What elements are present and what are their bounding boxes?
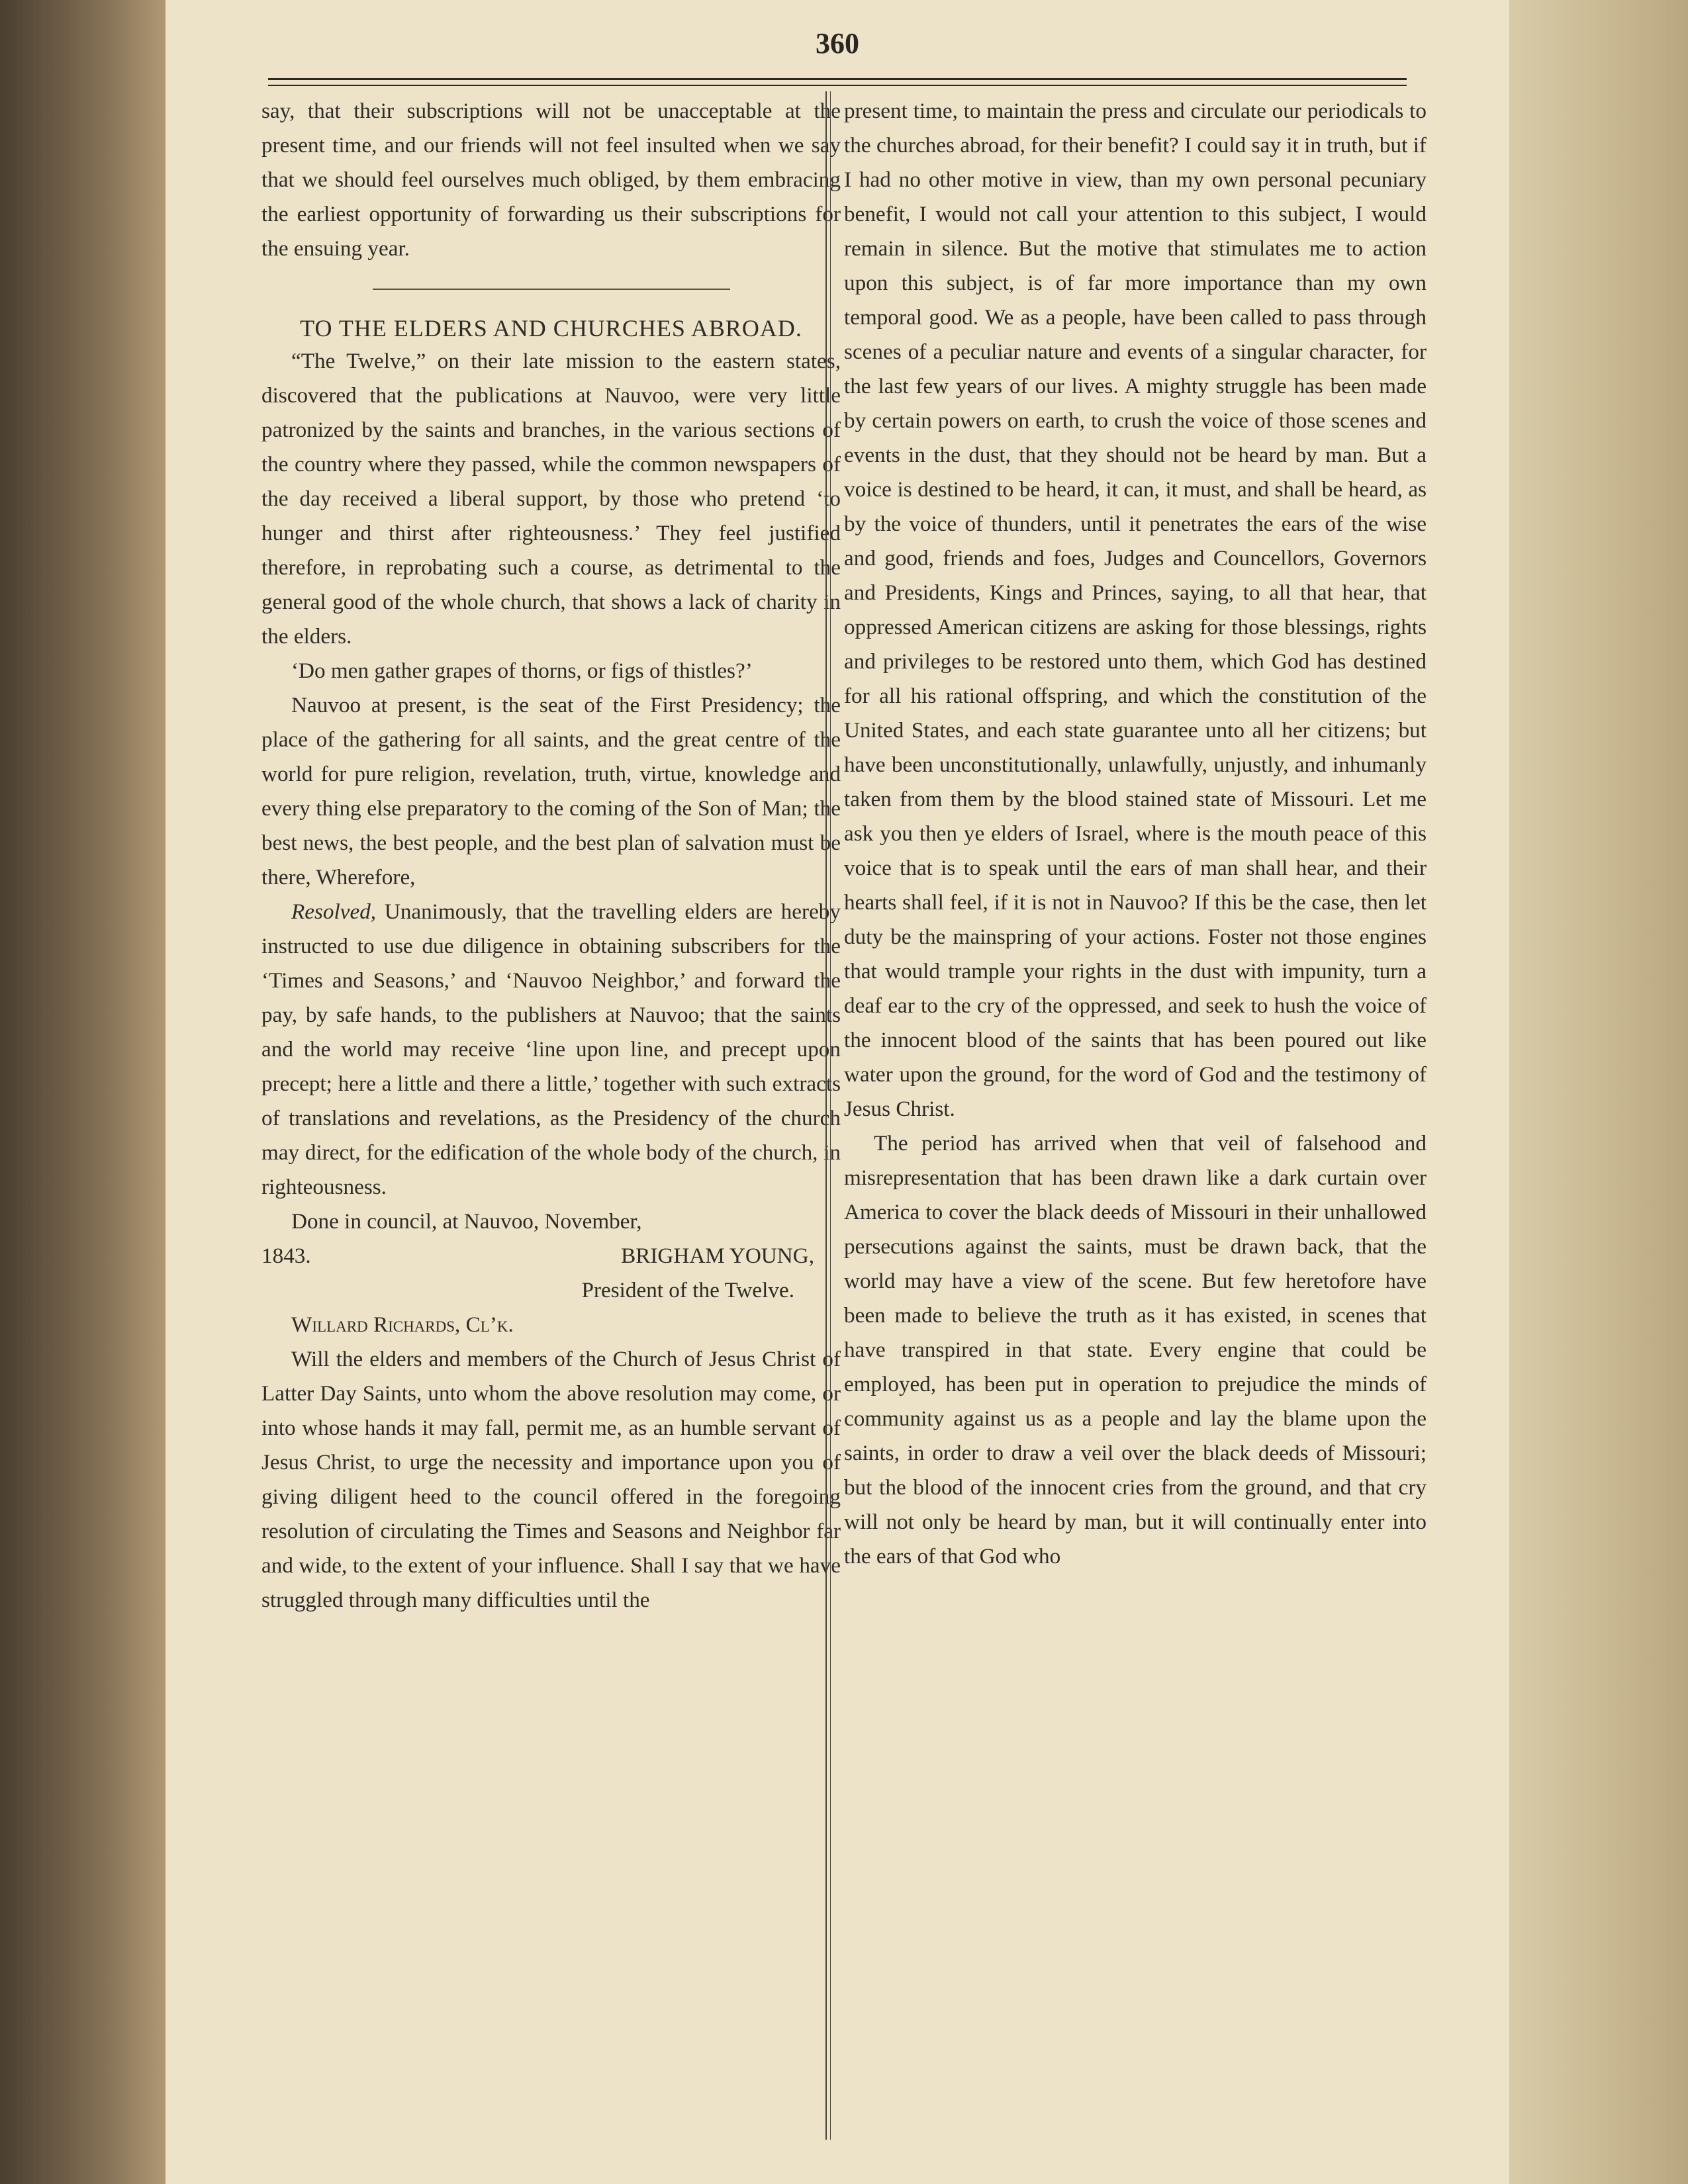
scan-page-edge <box>1509 0 1688 2184</box>
signature-title: President of the Twelve. <box>581 1278 794 1302</box>
paragraph-period: The period has arrived when that veil of falsehood and misrepresentation that has been drawn like a dark curtain over America to cover the black deeds of Missouri in their unhallowed persecutions against the saints, must be drawn back, that the world may have a view of the scene. But few heretofore have been made to believe the truth as it has existed, in scenes that have transpired in that state. Every engine that could be employed, has been put in operation to prejudice the minds of community against us as a people and lay the blame upon the saints, in order to draw a veil over the black deeds of Missouri; but the blood of the innocent cries from the ground, and that cry will not only be heard by man, but it will continually enter into the ears of that God who <box>844 1131 1427 1569</box>
right-column <box>844 94 1427 2139</box>
left-column <box>261 94 841 2139</box>
section-divider <box>373 289 730 290</box>
council-date-line: Done in council, at Nauvoo, November, <box>291 1209 642 1234</box>
article-heading: TO THE ELDERS AND CHURCHES ABROAD. <box>300 315 802 341</box>
newspaper-page <box>165 0 1509 2184</box>
scan-binding-edge <box>0 0 165 2184</box>
paragraph-quote: ‘Do men gather grapes of thorns, or figs of thistles?’ <box>291 659 753 683</box>
paragraph-press: present time, to maintain the press and circulate our periodicals to the churches abroad, for their benefit? I could say it in truth, but if I had no other motive in view, than my own personal pecuniary benefit, I would not call your attention to this subject, I would remain in silence. But the motive that stimulates me to action upon this subject, is of far more importance than my own temporal good. We as a people, have been called to pass through scenes of a peculiar nature and events of a singular character, for the last few years of our lives. A mighty struggle has been made by certain powers on earth, to crush the voice of those scenes and events in the dust, that they should not be heard by man. But a voice is destined to be heard, it can, it must, and shall be heard, as by the voice of thunders, until it penetrates the ears of the wise and good, friends and foes, Judges and Councellors, Governors and Presidents, Kings and Princes, saying, to all that hear, that oppressed American citizens are asking for those blessings, rights and privileges to be restored unto them, which God has destined for all his rational offspring, and which the constitution of the United States, and each state guarantee unto all her citizens; but have been unconstitutionally, unlawfully, unjustly, and inhumanly taken from them by the blood stained state of Missouri. Let me ask you then ye elders of Israel, where is the mouth peace of this voice that is to speak until the ears of man shall hear, and their hearts shall feel, if it is not in Nauvoo? If this be the case, then let duty be the mainspring of your actions. Foster not those engines that would trample your rights in the dust with impunity, turn a deaf ear to the cry of the oppressed, and seek to hush the voice of the innocent blood of the saints that has been poured out like water upon the ground, for the word of God and the testimony of Jesus Christ. <box>844 99 1427 1121</box>
signature-line <box>261 1239 841 1273</box>
signature-year: 1843. <box>261 1244 311 1268</box>
paragraph-subscriptions: say, that their subscriptions will not be unacceptable at the present time, and our friends will not feel insulted when we say that we should feel ourselves much obliged, by them embracing the earliest opportunity of forwarding us their subscriptions for the ensuing year. <box>261 99 841 261</box>
resolved-body: Unanimously, that the travelling elders are hereby instructed to use due diligence in obtaining subscribers for the ‘Times and Seasons,’ and ‘Nauvoo Neighbor,’ and forward the pay, by safe hands, to the publishers at Nauvoo; that the saints and the world may receive ‘line upon line, and precept upon precept; here a little and there a little,’ together with such extracts of translations and revelations, as the Presidency of the church may direct, for the edification of the whole body of the church, in righteousness. <box>261 899 841 1199</box>
paragraph-twelve: “The Twelve,” on their late mission to the eastern states, discovered that the publications at Nauvoo, were very little patronized by the saints and branches, in the various sections of the country where they passed, while the common newspapers of the day received a liberal support, by those who pretend ‘to hunger and thirst after righteousness.’ They feel justified therefore, in reprobating such a course, as detrimental to the general good of the whole church, that shows a lack of charity in the elders. <box>261 349 841 649</box>
paragraph-resolved <box>261 895 841 1205</box>
resolved-lead: Resolved, <box>291 899 377 924</box>
signature-name: BRIGHAM YOUNG, <box>621 1244 814 1268</box>
column-rule <box>825 91 831 2140</box>
header-rule <box>268 78 1407 86</box>
paragraph-appeal: Will the elders and members of the Church of Jesus Christ of Latter Day Saints, unto whom the above resolution may come, or into whose hands it may fall, permit me, as an humble servant of Jesus Christ, to urge the necessity and importance upon you of giving diligent heed to the council offered in the foregoing resolution of circulating the Times and Seasons and Neighbor far and wide, to the extent of your influence. Shall I say that we have struggled through many difficulties until the <box>261 1347 841 1612</box>
clerk-signature: Willard Richards, Cl’k. <box>291 1312 514 1337</box>
page-number: 360 <box>816 27 859 60</box>
paragraph-nauvoo: Nauvoo at present, is the seat of the First Presidency; the place of the gathering for all saints, and the great centre of the world for pure religion, revelation, truth, virtue, knowledge and every thing else preparatory to the coming of the Son of Man; the best news, the best people, and the best plan of salvation must be there, Wherefore, <box>261 693 841 889</box>
